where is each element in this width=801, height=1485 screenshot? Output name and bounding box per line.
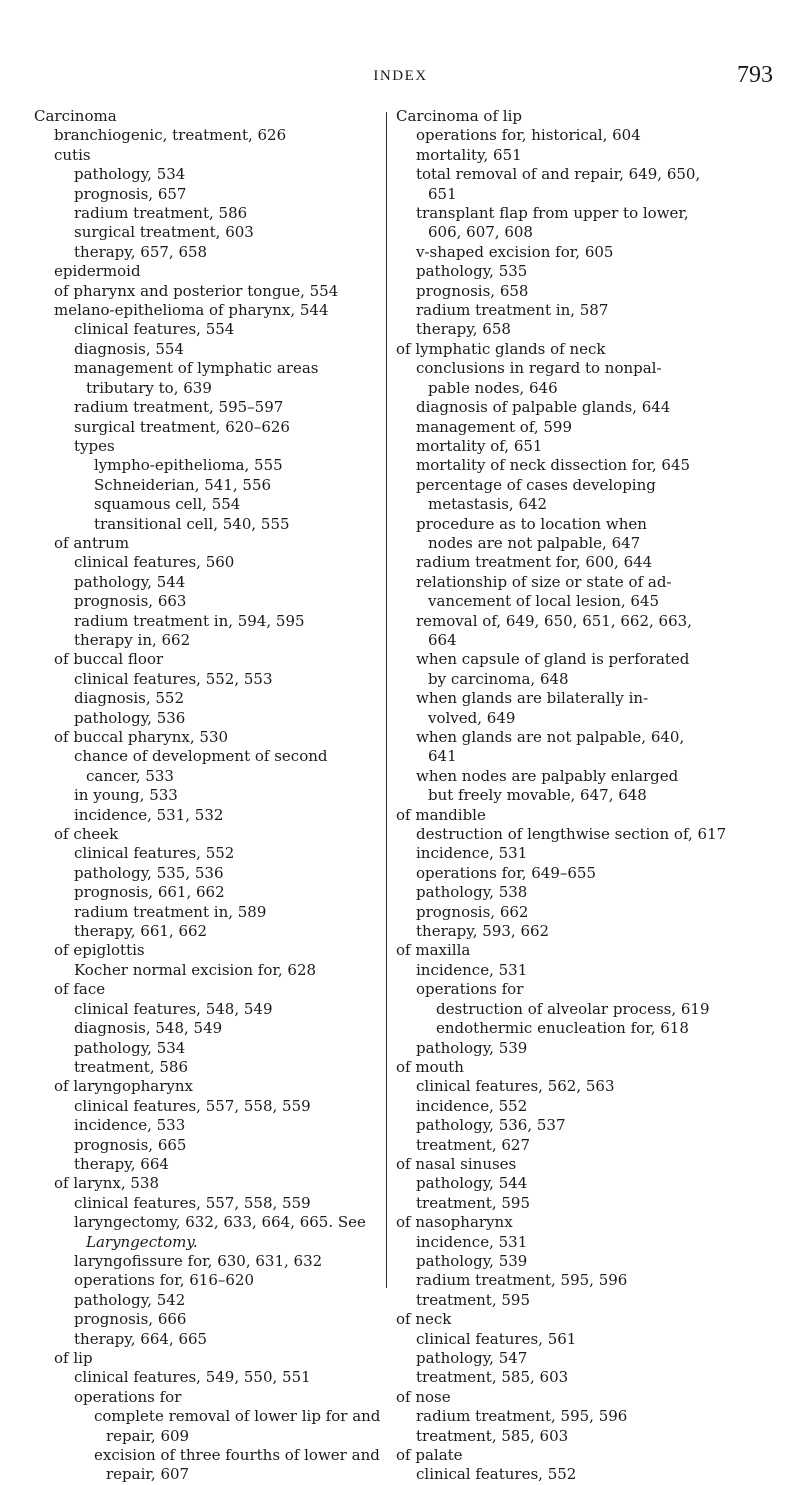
index-entry — [74, 398, 386, 417]
index-entry — [416, 456, 772, 475]
index-entry — [54, 1174, 386, 1193]
index-entry — [416, 1330, 772, 1349]
index-entry-text: laryngectomy, 632, 633, 664, 665. See — [74, 1213, 366, 1232]
index-entry — [416, 1271, 772, 1290]
index-entry-text: clinical features, 562, 563 — [416, 1077, 615, 1096]
index-entry — [54, 282, 386, 301]
index-entry — [74, 903, 386, 922]
index-entry-text: of buccal pharynx, 530 — [54, 728, 229, 746]
index-entry-text: types — [74, 436, 115, 455]
index-entry — [74, 1310, 386, 1329]
index-entry-text: when glands are not palpable, 640, — [416, 728, 685, 746]
index-entry-text: when capsule of gland is perforated — [416, 650, 690, 669]
column-divider — [386, 112, 387, 1288]
index-entry-text: relationship of size or state of ad- — [416, 572, 672, 591]
index-entry-text: incidence, 531, 532 — [74, 805, 224, 824]
index-entry — [34, 107, 386, 126]
index-entry-text: prognosis, 662 — [416, 902, 529, 921]
index-entry — [416, 573, 772, 612]
index-entry — [416, 476, 772, 515]
index-entry-text: clinical features, 561 — [416, 1329, 577, 1348]
index-entry — [416, 320, 772, 339]
index-entry-text: endothermic enucleation for, 618 — [436, 1019, 689, 1038]
index-entry — [416, 650, 772, 689]
index-entry-text: 606, 607, 608 — [428, 223, 533, 242]
index-entry — [74, 1039, 386, 1058]
index-entry — [74, 1252, 386, 1271]
index-entry-text: vancement of local lesion, 645 — [428, 592, 660, 611]
index-entry — [416, 204, 772, 243]
index-entry-text: of nasal sinuses — [396, 1154, 517, 1173]
index-entry-text: clinical features, 557, 558, 559 — [74, 1096, 311, 1115]
index-entry — [54, 650, 386, 669]
index-entry — [74, 223, 386, 242]
index-entry-text: Carcinoma of lip — [396, 107, 522, 125]
index-entry — [416, 844, 772, 863]
index-entry — [416, 1136, 772, 1155]
index-entry-text: radium treatment, 595–597 — [74, 398, 284, 417]
index-entry — [94, 495, 386, 514]
index-entry-text: incidence, 533 — [74, 1116, 186, 1135]
index-entry — [74, 1116, 386, 1135]
index-entry-text: incidence, 531 — [416, 960, 528, 979]
index-entry — [416, 1252, 772, 1271]
index-entry — [416, 1039, 772, 1058]
index-entry — [74, 689, 386, 708]
index-entry-text: epidermoid — [54, 262, 141, 281]
index-entry-text: treatment, 585, 603 — [416, 1368, 569, 1387]
index-entry — [436, 1000, 772, 1019]
index-entry-text: transplant flap from upper to lower, — [416, 204, 689, 223]
index-entry-text: radium treatment, 595, 596 — [416, 1407, 628, 1426]
index-entry-text: clinical features, 549, 550, 551 — [74, 1368, 311, 1387]
index-entry — [416, 301, 772, 320]
index-entry — [74, 1019, 386, 1038]
index-entry-text: operations for, historical, 604 — [416, 126, 641, 145]
index-entry — [74, 1330, 386, 1349]
index-entry-text: diagnosis, 552 — [74, 689, 184, 708]
index-entry — [416, 146, 772, 165]
index-entry-text: therapy, 658 — [416, 320, 511, 339]
index-entry — [396, 1155, 772, 1174]
index-entry-text: of epiglottis — [54, 941, 145, 960]
index-entry — [74, 418, 386, 437]
index-entry-text: therapy, 664 — [74, 1154, 169, 1173]
index-entry-text: squamous cell, 554 — [94, 495, 241, 514]
index-entry-text: prognosis, 658 — [416, 281, 529, 300]
index-entry-text: treatment, 627 — [416, 1135, 531, 1154]
index-entry-text: mortality of, 651 — [416, 436, 543, 455]
index-entry — [74, 204, 386, 223]
index-entry-text: management of lymphatic areas — [74, 359, 319, 378]
index-entry-text: diagnosis, 554 — [74, 339, 184, 358]
index-entry — [396, 1446, 772, 1465]
index-entry — [416, 1291, 772, 1310]
index-entry-text: operations for, 649–655 — [416, 863, 597, 882]
index-entry — [416, 961, 772, 980]
index-entry — [416, 262, 772, 281]
index-entry — [74, 243, 386, 262]
index-entry-text: mortality of neck dissection for, 645 — [416, 456, 691, 475]
index-entry — [396, 1388, 772, 1407]
index-entry-text: excision of three fourths of lower and — [94, 1446, 380, 1465]
index-entry-text: 664 — [428, 630, 457, 649]
index-entry — [396, 806, 772, 825]
index-entry-text: therapy, 664, 665 — [74, 1329, 208, 1348]
index-entry — [416, 1407, 772, 1426]
index-entry — [416, 515, 772, 554]
index-entry — [54, 728, 386, 747]
index-entry-text: laryngofissure for, 630, 631, 632 — [74, 1251, 323, 1270]
index-entry — [416, 1194, 772, 1213]
index-entry-text: clinical features, 552 — [74, 844, 235, 863]
index-entry — [396, 1310, 772, 1329]
page-number: 793 — [737, 62, 773, 88]
index-entry — [436, 1019, 772, 1038]
index-entry — [74, 1194, 386, 1213]
index-entry — [416, 398, 772, 417]
index-entry — [416, 418, 772, 437]
index-entry — [74, 631, 386, 650]
index-entry — [54, 126, 386, 145]
index-entry-text: transitional cell, 540, 555 — [94, 514, 290, 533]
index-entry — [74, 1291, 386, 1310]
index-entry — [74, 1136, 386, 1155]
index-entry — [74, 592, 386, 611]
index-entry-text: operations for — [74, 1387, 182, 1406]
index-entry-text: Carcinoma — [34, 107, 117, 125]
index-entry — [416, 1349, 772, 1368]
index-entry-text: complete removal of lower lip for and — [94, 1407, 381, 1426]
index-entry — [54, 1349, 386, 1368]
index-entry — [74, 883, 386, 902]
index-entry — [416, 980, 772, 999]
index-entry — [74, 1388, 386, 1407]
index-entry — [54, 980, 386, 999]
index-entry-text: of larynx, 538 — [54, 1174, 160, 1193]
index-entry-text: prognosis, 666 — [74, 1310, 187, 1329]
index-entry — [396, 1058, 772, 1077]
index-entry — [416, 903, 772, 922]
index-entry-text: of face — [54, 980, 106, 999]
index-entry-text: surgical treatment, 620–626 — [74, 417, 290, 436]
index-entry-text: pable nodes, 646 — [428, 378, 558, 397]
index-entry-text: volved, 649 — [428, 708, 516, 727]
index-entry-text: pathology, 534 — [74, 165, 186, 184]
index-entry-text: diagnosis of palpable glands, 644 — [416, 398, 671, 417]
index-entry — [416, 1097, 772, 1116]
index-entry — [94, 476, 386, 495]
index-entry-text: of pharynx and posterior tongue, 554 — [54, 281, 339, 300]
index-entry — [74, 747, 386, 786]
index-entry — [416, 1368, 772, 1387]
index-entry-text: of buccal floor — [54, 650, 164, 669]
index-entry — [416, 243, 772, 262]
index-entry-text: 651 — [428, 184, 457, 203]
index-entry — [396, 941, 772, 960]
index-entry — [74, 320, 386, 339]
index-entry — [54, 262, 386, 281]
index-entry-text: operations for, 616–620 — [74, 1271, 255, 1290]
index-entry-text: therapy, 593, 662 — [416, 922, 550, 941]
index-entry-text: destruction of lengthwise section of, 617 — [416, 825, 727, 844]
index-entry-text: radium treatment in, 587 — [416, 301, 609, 320]
index-entry-text: therapy in, 662 — [74, 630, 191, 649]
index-entry-text: removal of, 649, 650, 651, 662, 663, — [416, 611, 692, 630]
index-entry-text: of nose — [396, 1387, 451, 1406]
index-entry-text: mortality, 651 — [416, 145, 522, 164]
index-entry-text: incidence, 552 — [416, 1096, 528, 1115]
index-entry-text: pathology, 538 — [416, 883, 528, 902]
index-entry-text: v-shaped excision for, 605 — [416, 242, 614, 261]
index-entry-text: lympho-epithelioma, 555 — [94, 456, 283, 475]
index-entry — [416, 1465, 772, 1484]
index-entry — [416, 728, 772, 767]
index-entry-text: chance of development of second — [74, 747, 328, 766]
index-entry-text: tributary to, 639 — [86, 378, 212, 397]
index-entry-text: melano-epithelioma of pharynx, 544 — [54, 301, 329, 320]
index-entry — [416, 825, 772, 844]
index-entry — [74, 553, 386, 572]
index-entry-text: clinical features, 554 — [74, 320, 235, 339]
index-entry — [416, 689, 772, 728]
index-entry-text: nodes are not palpable, 647 — [428, 533, 641, 552]
page-header — [0, 62, 801, 92]
index-entry — [416, 864, 772, 883]
index-entry — [74, 1368, 386, 1387]
index-entry — [74, 359, 386, 398]
index-entry-text: treatment, 595 — [416, 1193, 531, 1212]
index-entry-text: pathology, 534 — [74, 1038, 186, 1057]
index-entry-text: prognosis, 663 — [74, 592, 187, 611]
index-entry-text: radium treatment in, 594, 595 — [74, 611, 305, 630]
index-entry — [416, 1174, 772, 1193]
index-entry-text: when glands are bilaterally in- — [416, 689, 649, 708]
index-entry — [416, 1233, 772, 1252]
index-entry-text: repair, 609 — [106, 1426, 190, 1445]
index-entry — [416, 612, 772, 651]
index-entry — [74, 1213, 386, 1252]
index-entry — [74, 1000, 386, 1019]
index-entry — [396, 1213, 772, 1232]
index-entry — [54, 941, 386, 960]
index-entry-text: treatment, 595 — [416, 1290, 531, 1309]
index-entry-text: prognosis, 665 — [74, 1135, 187, 1154]
index-entry-text: Schneiderian, 541, 556 — [94, 475, 272, 494]
index-entry — [94, 515, 386, 534]
index-entry — [74, 1058, 386, 1077]
index-entry-text: pathology, 544 — [416, 1174, 528, 1193]
index-entry-text: procedure as to location when — [416, 514, 647, 533]
index-entry — [54, 146, 386, 165]
index-entry-text: of nasopharynx — [396, 1213, 513, 1232]
index-entry-text: by carcinoma, 648 — [428, 669, 569, 688]
index-entry-text: repair, 607 — [106, 1465, 190, 1484]
index-entry-text: pathology, 535 — [416, 262, 528, 281]
index-entry-text: in young, 533 — [74, 786, 178, 805]
index-entry-text: treatment, 586 — [74, 1057, 189, 1076]
index-entry — [54, 1077, 386, 1096]
index-entry-text: of mouth — [396, 1057, 464, 1076]
index-entry-text: of neck — [396, 1310, 452, 1329]
index-entry — [416, 1116, 772, 1135]
index-entry — [54, 301, 386, 320]
index-entry — [54, 825, 386, 844]
index-entry — [74, 1097, 386, 1116]
index-entry-text: clinical features, 557, 558, 559 — [74, 1193, 311, 1212]
index-entry-text: metastasis, 642 — [428, 495, 548, 514]
index-entry — [94, 1407, 386, 1446]
index-entry — [416, 767, 772, 806]
index-entry — [416, 359, 772, 398]
index-entry-text: pathology, 539 — [416, 1251, 528, 1270]
index-entry — [416, 553, 772, 572]
index-entry-text: surgical treatment, 603 — [74, 223, 254, 242]
index-entry-text: incidence, 531 — [416, 1232, 528, 1251]
index-entry — [74, 1155, 386, 1174]
index-column-right — [396, 107, 772, 1485]
running-head: INDEX — [373, 68, 428, 84]
index-entry — [54, 534, 386, 553]
index-entry-text: radium treatment, 586 — [74, 204, 248, 223]
index-entry-text: prognosis, 661, 662 — [74, 883, 225, 902]
index-entry — [416, 282, 772, 301]
index-entry — [396, 340, 772, 359]
index-entry-text: diagnosis, 548, 549 — [74, 1019, 223, 1038]
index-entry-text: pathology, 544 — [74, 572, 186, 591]
index-entry — [74, 844, 386, 863]
index-entry-text: of lip — [54, 1349, 93, 1367]
index-entry-text: clinical features, 552, 553 — [74, 669, 273, 688]
index-column-left — [34, 107, 386, 1485]
index-entry-text: of laryngopharynx — [54, 1077, 193, 1096]
index-entry-text: radium treatment in, 589 — [74, 902, 267, 921]
index-entry-text: 641 — [428, 747, 457, 766]
cross-reference: Laryngectomy. — [86, 1232, 198, 1251]
index-entry — [74, 670, 386, 689]
index-entry-text: prognosis, 657 — [74, 184, 187, 203]
index-entry — [396, 107, 772, 126]
index-entry-text: pathology, 542 — [74, 1290, 186, 1309]
index-entry-text: percentage of cases developing — [416, 475, 656, 494]
index-entry-text: Kocher normal excision for, 628 — [74, 960, 317, 979]
index-entry-text: pathology, 536 — [74, 708, 186, 727]
index-entry — [74, 961, 386, 980]
index-entry-text: radium treatment, 595, 596 — [416, 1271, 628, 1290]
index-entry-text: management of, 599 — [416, 417, 573, 436]
index-entry — [74, 922, 386, 941]
index-entry — [94, 456, 386, 475]
index-entry-text: radium treatment for, 600, 644 — [416, 553, 653, 572]
index-entry-text: incidence, 531 — [416, 844, 528, 863]
index-entry — [416, 126, 772, 145]
index-entry-text: of antrum — [54, 533, 130, 552]
index-entry — [74, 864, 386, 883]
index-entry — [416, 1077, 772, 1096]
index-entry-text: of palate — [396, 1446, 463, 1465]
index-entry — [74, 612, 386, 631]
index-entry — [74, 340, 386, 359]
index-entry-text: cutis — [54, 145, 91, 164]
index-entry-text: pathology, 536, 537 — [416, 1116, 566, 1135]
index-entry — [416, 1427, 772, 1446]
index-entry — [74, 573, 386, 592]
index-entry-text: treatment, 585, 603 — [416, 1426, 569, 1445]
index-entry-text: of maxilla — [396, 941, 471, 960]
index-entry — [74, 165, 386, 184]
index-entry-text: clinical features, 560 — [74, 553, 235, 572]
index-entry — [74, 786, 386, 805]
index-entry-text: operations for — [416, 980, 524, 999]
index-entry-text: of lymphatic glands of neck — [396, 339, 606, 358]
index-entry-text: cancer, 533 — [86, 766, 174, 785]
index-entry-text: branchiogenic, treatment, 626 — [54, 126, 287, 145]
index-entry-text: destruction of alveolar process, 619 — [436, 999, 710, 1018]
index-entry-text: of cheek — [54, 825, 119, 844]
index-entry-text: but freely movable, 647, 648 — [428, 786, 647, 805]
index-entry-text: clinical features, 552 — [416, 1465, 577, 1484]
index-entry — [74, 806, 386, 825]
index-entry — [74, 1271, 386, 1290]
index-entry — [94, 1446, 386, 1485]
index-entry-text: therapy, 661, 662 — [74, 922, 208, 941]
index-entry-text: therapy, 657, 658 — [74, 242, 208, 261]
index-entry-text: clinical features, 548, 549 — [74, 999, 273, 1018]
index-entry-text: pathology, 539 — [416, 1038, 528, 1057]
index-entry-text: conclusions in regard to nonpal- — [416, 359, 662, 378]
index-entry — [74, 437, 386, 456]
index-entry — [416, 165, 772, 204]
index-entry — [416, 437, 772, 456]
index-entry — [74, 709, 386, 728]
index-entry — [416, 883, 772, 902]
index-entry-text: when nodes are palpably enlarged — [416, 766, 679, 785]
index-entry-text: total removal of and repair, 649, 650, — [416, 165, 701, 184]
index-entry — [416, 922, 772, 941]
index-entry-text: pathology, 535, 536 — [74, 863, 224, 882]
index-entry — [74, 185, 386, 204]
index-entry-text: pathology, 547 — [416, 1349, 528, 1367]
index-entry-text: of mandible — [396, 805, 486, 824]
